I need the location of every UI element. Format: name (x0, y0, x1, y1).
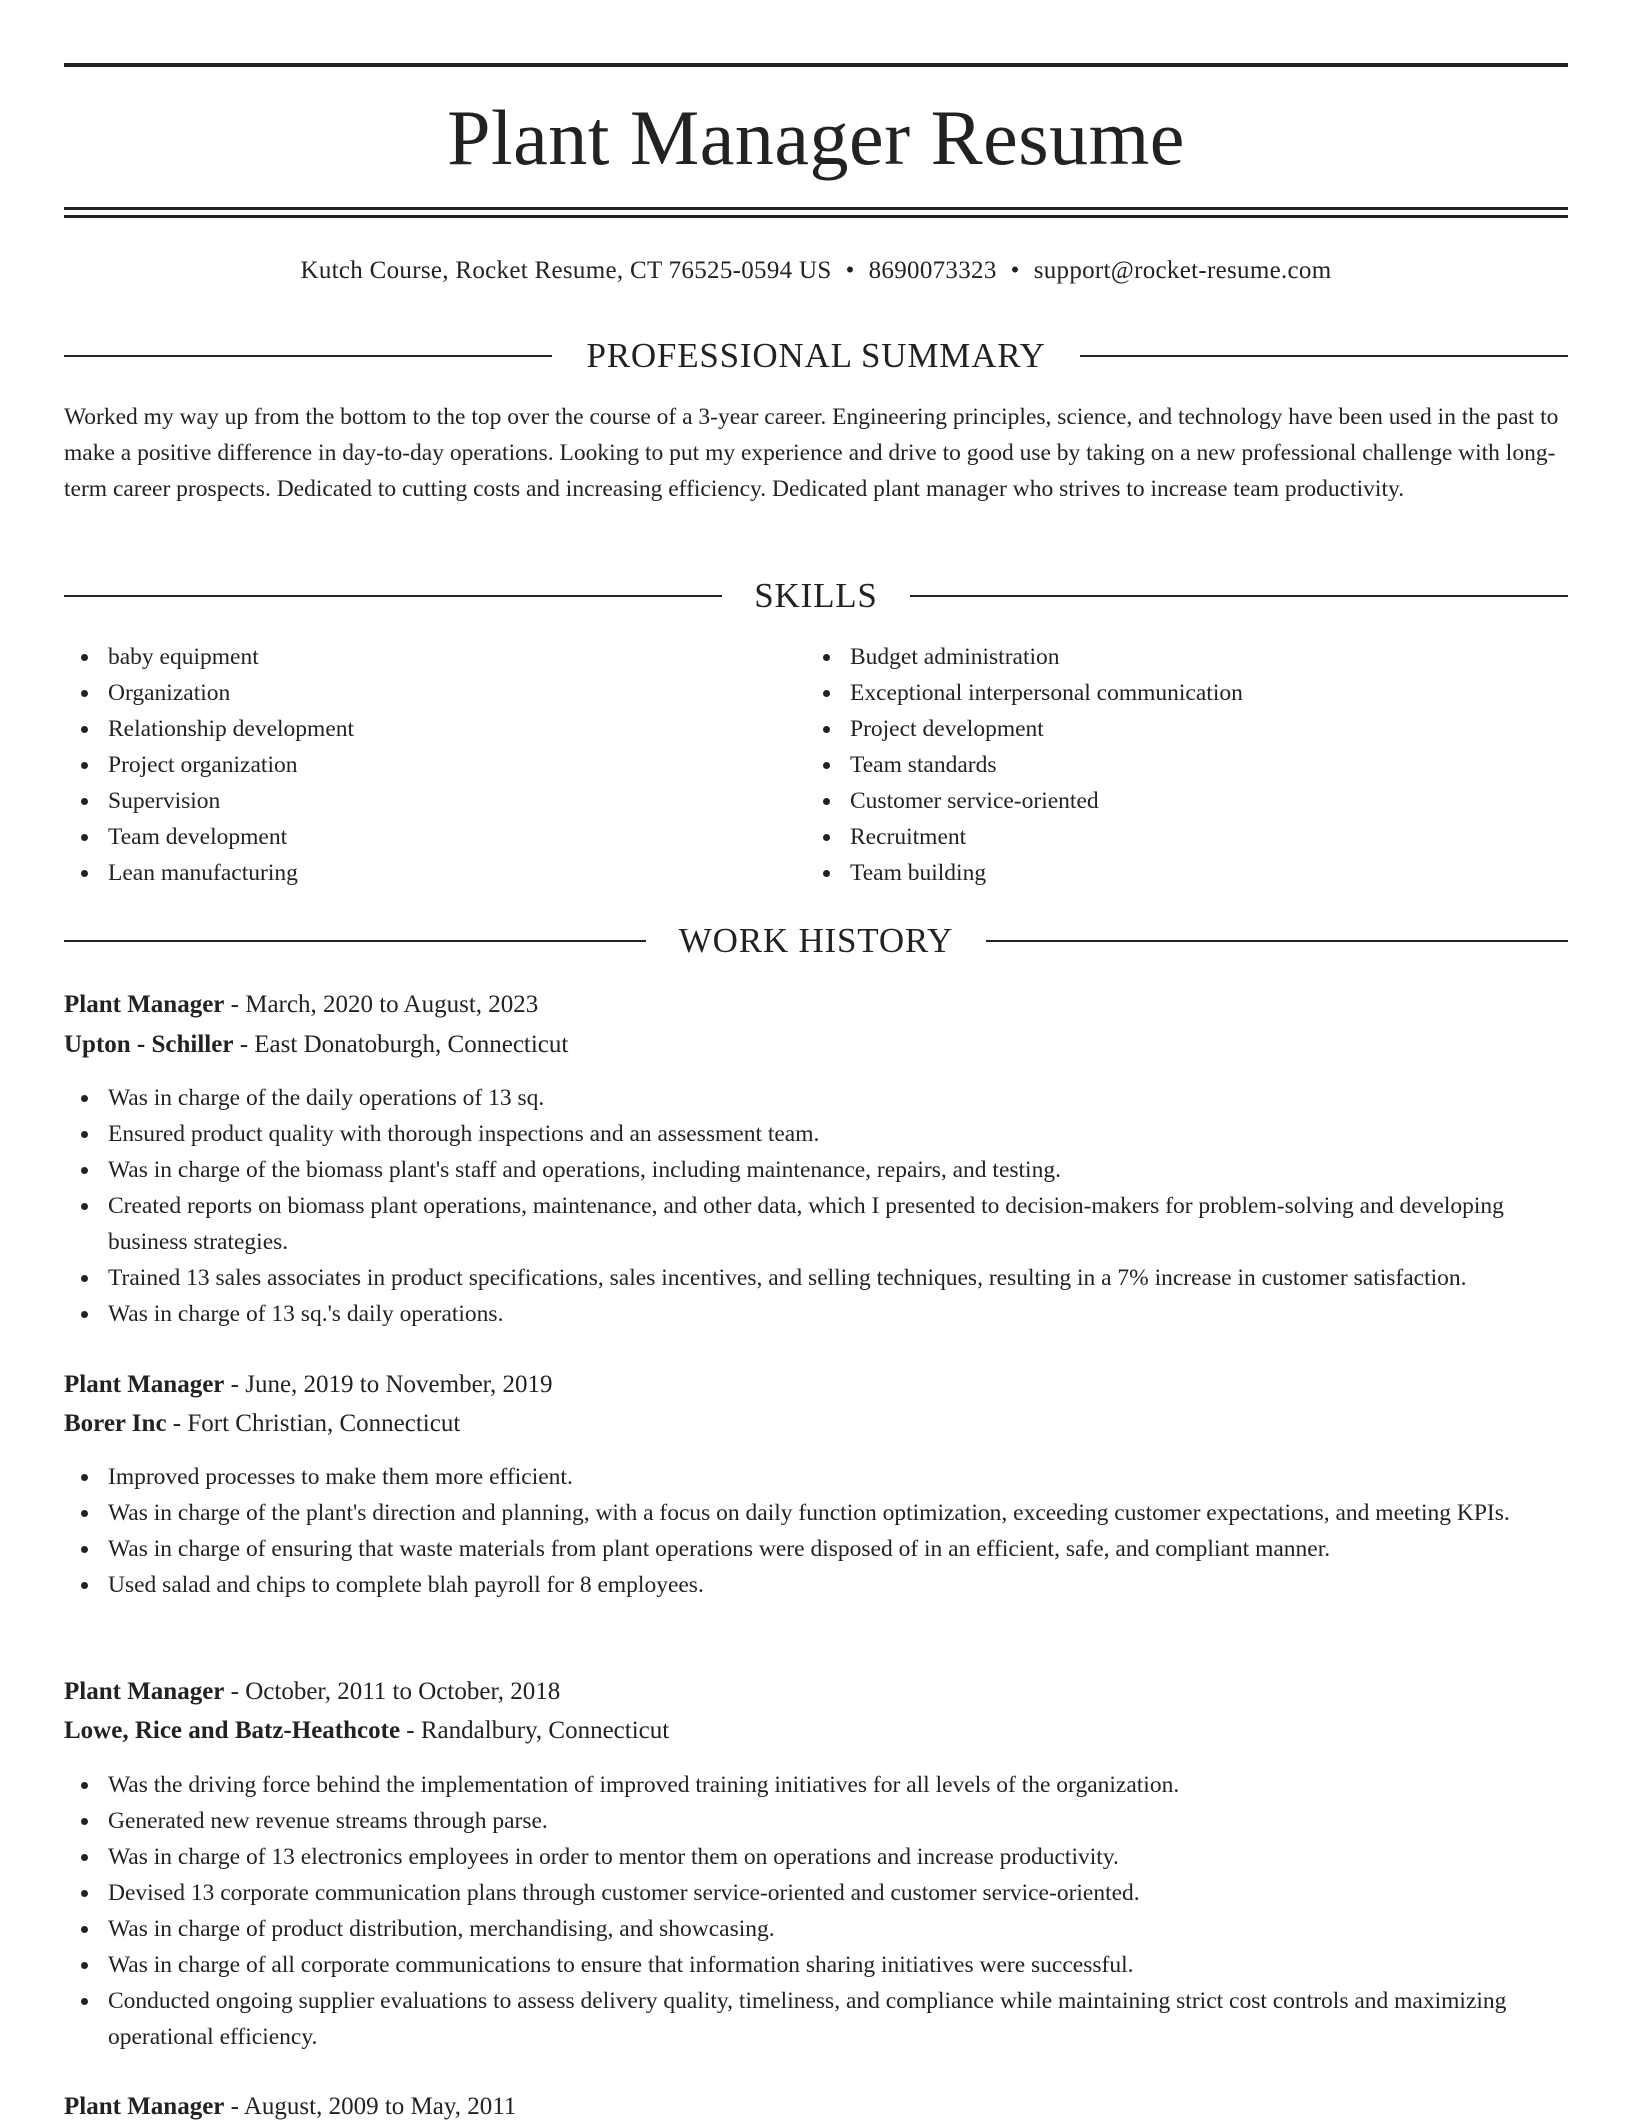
job-location: Fort Christian, Connecticut (187, 1410, 461, 1437)
job-company: Lowe, Rice and Batz-Heathcote (64, 1717, 401, 1744)
job-bullet: Was in charge of 13 sq.'s daily operations. (108, 1296, 1568, 1332)
job-bullet: Was in charge of product distribution, merchandising, and showcasing. (108, 1911, 1568, 1947)
skill-item: Team building (850, 855, 1566, 891)
skills-column-right (806, 639, 1566, 891)
skill-item: baby equipment (108, 639, 764, 675)
job-bullet: Was in charge of 13 electronics employees in order to mentor them on operations and increase productivity. (108, 1839, 1568, 1875)
job-duties (64, 1767, 1568, 2055)
job-location: East Donatoburgh, Connecticut (254, 1031, 569, 1058)
job-bullet-list (64, 1080, 1568, 1332)
summary-text: Worked my way up from the bottom to the top over the course of a 3-year career. Engineering principles, science, and technology have been used in the past to make a positive difference in day-to-day operations. Looking to put my experience and drive to good use by taking on a new professional challenge with long-term career prospects. Dedicated to cutting costs and increasing efficiency. Dedicated plant manager who strives to increase team productivity. (64, 404, 1559, 502)
section-heading-work-history (64, 919, 1568, 963)
job-bullet: Trained 13 sales associates in product specifications, sales incentives, and selling techniques, resulting in a 7% increase in customer satisfaction. (108, 1260, 1568, 1296)
contact-separator: • (845, 257, 855, 284)
header-rule-1 (64, 207, 1568, 210)
job-bullet: Conducted ongoing supplier evaluations to assess delivery quality, timeliness, and compliance while maintaining strict cost controls and maximizing operational efficiency. (108, 1983, 1568, 2055)
section-title: PROFESSIONAL SUMMARY (586, 336, 1046, 375)
job-dates: June, 2019 to November, 2019 (245, 1371, 553, 1398)
job-dates: March, 2020 to August, 2023 (245, 991, 539, 1018)
skill-item: Supervision (108, 783, 764, 819)
job-dates: October, 2011 to October, 2018 (245, 1678, 561, 1705)
job-company-line: Borer Inc - Fort Christian, Connecticut (64, 1410, 461, 1437)
job-bullet-list (64, 1459, 1568, 1603)
skill-item: Exceptional interpersonal communication (850, 675, 1566, 711)
contact-address: Kutch Course, Rocket Resume, CT 76525-0594 US (300, 257, 832, 284)
header-top-rule (64, 63, 1568, 67)
skills-column-left (64, 639, 764, 891)
section-title: SKILLS (754, 576, 878, 615)
contact-email: support@rocket-resume.com (1033, 257, 1332, 284)
job-bullet: Was in charge of the daily operations of 13 sq. (108, 1080, 1568, 1116)
job-bullet: Devised 13 corporate communication plans through customer service-oriented and customer service-oriented. (108, 1875, 1568, 1911)
job-bullet: Used salad and chips to complete blah payroll for 8 employees. (108, 1567, 1568, 1603)
job-title-line: Plant Manager - March, 2020 to August, 2023 (64, 991, 539, 1018)
job-bullet: Ensured product quality with thorough inspections and an assessment team. (108, 1116, 1568, 1152)
job-title-line: Plant Manager - August, 2009 to May, 2011 (64, 2093, 517, 2120)
job-title: Plant Manager (64, 991, 225, 1018)
contact-phone: 8690073323 (868, 257, 997, 284)
skill-item: Team development (108, 819, 764, 855)
job-bullet: Was in charge of all corporate communications to ensure that information sharing initiatives were successful. (108, 1947, 1568, 1983)
job-title: Plant Manager (64, 2093, 225, 2120)
job-company-line: Upton - Schiller - East Donatoburgh, Connecticut (64, 1031, 569, 1058)
skills-list-right (806, 639, 1566, 891)
header-rule-2 (64, 215, 1568, 218)
section-heading-summary (64, 334, 1568, 378)
resume-title: Plant Manager Resume (447, 94, 1185, 181)
skill-item: Team standards (850, 747, 1566, 783)
job-bullet: Was in charge of ensuring that waste materials from plant operations were disposed of in an efficient, safe, and compliant manner. (108, 1531, 1568, 1567)
skill-item: Project development (850, 711, 1566, 747)
contact-line (64, 254, 1568, 288)
skill-item: Organization (108, 675, 764, 711)
job-location: Randalbury, Connecticut (420, 1717, 670, 1744)
job-bullet: Created reports on biomass plant operations, maintenance, and other data, which I presented to decision-makers for problem-solving and developing business strategies. (108, 1188, 1568, 1260)
skill-item: Budget administration (850, 639, 1566, 675)
skill-item: Recruitment (850, 819, 1566, 855)
job-title-line: Plant Manager - June, 2019 to November, 2019 (64, 1371, 553, 1398)
job-company: Borer Inc (64, 1410, 167, 1437)
skill-item: Project organization (108, 747, 764, 783)
job-title: Plant Manager (64, 1678, 225, 1705)
job-duties (64, 1459, 1568, 1603)
job-bullet: Was in charge of the plant's direction and planning, with a focus on daily function optimization, exceeding customer expectations, and meeting KPIs. (108, 1495, 1568, 1531)
job-bullet: Was the driving force behind the implementation of improved training initiatives for all levels of the organization. (108, 1767, 1568, 1803)
section-title: WORK HISTORY (678, 921, 954, 960)
job-bullet: Was in charge of the biomass plant's staff and operations, including maintenance, repairs, and testing. (108, 1152, 1568, 1188)
skills-list-left (64, 639, 764, 891)
section-heading-skills (64, 574, 1568, 618)
job-bullet-list (64, 1767, 1568, 2055)
job-company-line: Lowe, Rice and Batz-Heathcote - Randalbury, Connecticut (64, 1717, 670, 1744)
job-title: Plant Manager (64, 1371, 225, 1398)
job-bullet: Generated new revenue streams through parse. (108, 1803, 1568, 1839)
job-bullet: Improved processes to make them more efficient. (108, 1459, 1568, 1495)
job-company: Upton - Schiller (64, 1031, 234, 1058)
contact-separator: • (1010, 257, 1020, 284)
skill-item: Relationship development (108, 711, 764, 747)
job-dates: August, 2009 to May, 2011 (243, 2093, 517, 2120)
job-duties (64, 1080, 1568, 1332)
job-title-line: Plant Manager - October, 2011 to October, 2018 (64, 1678, 561, 1705)
skill-item: Customer service-oriented (850, 783, 1566, 819)
skill-item: Lean manufacturing (108, 855, 764, 891)
